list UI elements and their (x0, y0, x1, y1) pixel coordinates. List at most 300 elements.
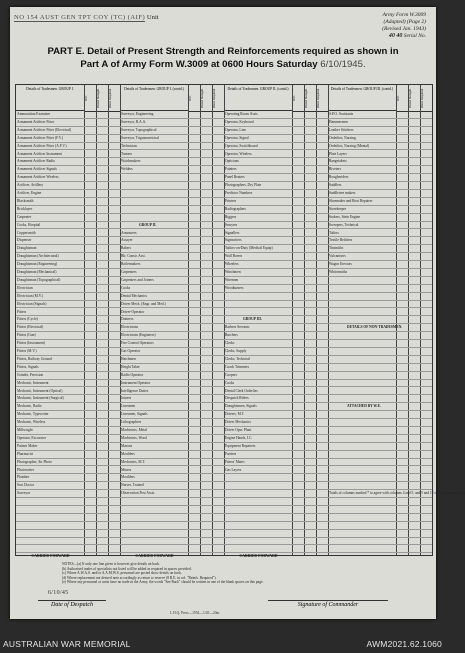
table-row (328, 538, 432, 546)
table-row (328, 127, 432, 135)
table-row (120, 419, 224, 427)
sub-heading: W.E. (188, 95, 192, 101)
table-row (224, 190, 328, 198)
table-row (328, 174, 432, 182)
row-label: Coopers (225, 372, 237, 377)
row-label: Electrician (Signals) (17, 301, 47, 306)
table-row (120, 277, 224, 285)
row-label: Carpenters (121, 270, 137, 274)
serial-label: Serial No. (403, 33, 426, 39)
row-label: Artificer, Artillery (17, 183, 44, 188)
table-row (120, 372, 224, 380)
note-line: NOTES—(a) If only one line given is however give details on back. (62, 562, 161, 566)
table-row (328, 222, 432, 230)
table-row (120, 348, 224, 356)
row-label: Photowriter (17, 467, 34, 472)
table-column-4 (328, 85, 465, 555)
row-label: Grinder, Precision (17, 372, 44, 377)
table-row (120, 538, 224, 546)
table-row (16, 340, 120, 348)
row-label: Armament Artificer Fitter (17, 119, 55, 124)
table-row (120, 301, 224, 309)
table-row (224, 506, 328, 514)
column-heading: Details of Tradesmen. GROUP I. (16, 85, 84, 111)
table-row (224, 490, 328, 498)
table-row (16, 419, 120, 427)
row-label: Rougheriders (329, 175, 349, 180)
table-row (120, 245, 224, 253)
table-row (16, 443, 120, 451)
sub-heading: W.E. (84, 95, 88, 101)
table-row (224, 158, 328, 166)
row-label: Hatchmen (121, 356, 136, 361)
row-label: Panel Beaters (225, 175, 245, 180)
row-label: Draughtsman (Engineering) (17, 262, 58, 267)
table-row (120, 364, 224, 372)
notes-block (62, 562, 402, 585)
table-row (120, 435, 224, 443)
row-label: Mechanic, Wireless (17, 420, 46, 425)
table-row (328, 269, 432, 277)
carried-forward-label (328, 553, 396, 561)
table-row (16, 166, 120, 174)
table-row (120, 269, 224, 277)
table-row (16, 403, 120, 411)
table-row (328, 419, 432, 427)
row-label: Surveyor, R.A.A. (121, 119, 147, 124)
row-label: Ammunition Examiner (17, 112, 51, 116)
table-row (328, 190, 432, 198)
row-label: Operator, Signal (225, 135, 249, 140)
row-label: Printers (225, 198, 237, 203)
row-label: Fitters (Electrical) (17, 325, 44, 330)
row-label: DETAILS OF NON-TRADESMEN. (347, 325, 403, 330)
table-row (328, 395, 432, 403)
table-row (16, 198, 120, 206)
tradesmen-table (15, 84, 465, 559)
row-label: Pharmacist (17, 451, 33, 456)
row-label: Riggers (225, 214, 237, 219)
table-row (224, 340, 328, 348)
table-row (224, 198, 328, 206)
row-label: Driver Mech. (Engr. and Med.) (121, 301, 166, 306)
table-row (120, 403, 224, 411)
table-row (120, 222, 224, 230)
row-label: Blr. Constr. Asst. (121, 254, 146, 259)
table-row (224, 522, 328, 530)
row-label: Dental Mechanics (121, 293, 148, 298)
sub-heading: Posted Strength. (96, 88, 100, 108)
table-row (16, 269, 120, 277)
row-label: Surveyor, Trigonometrical (121, 135, 159, 140)
row-label: Photographers, Dry Plate (225, 183, 262, 188)
row-label: Dispenser (17, 238, 32, 243)
table-row (328, 198, 432, 206)
signature-of-commander-label: Signature of Commander (268, 600, 388, 608)
row-label: Fitters, Signals (17, 364, 39, 369)
row-label: Mechanics, M.T. (121, 459, 146, 464)
row-label: GROUP II. (139, 222, 157, 227)
table-row (16, 237, 120, 245)
table-row (16, 324, 120, 332)
table-row (328, 546, 432, 554)
table-row (120, 467, 224, 475)
table-column-1 (16, 85, 120, 559)
table-row (328, 348, 432, 356)
row-label: Armourers (121, 230, 137, 235)
row-label: Woodturners (225, 285, 244, 290)
row-label: Clerks (225, 341, 235, 346)
table-row (328, 237, 432, 245)
table-row (120, 182, 224, 190)
table-row (120, 340, 224, 348)
table-row (120, 316, 224, 324)
table-row (328, 514, 432, 522)
row-label: Fitters (17, 309, 27, 314)
table-row (120, 285, 224, 293)
table-row (328, 506, 432, 514)
row-label: Armament Artificer Radio (17, 159, 55, 164)
row-label: Intelligence Duties (121, 388, 149, 393)
table-row (224, 222, 328, 230)
row-label: Wheelers (225, 262, 239, 267)
title-line-1: PART E. Detail of Present Strength and Reinforcements required as shown in (47, 46, 399, 57)
row-label: Operator, Switchboard (225, 143, 258, 148)
sub-heading: Posted Strength. (304, 88, 308, 108)
row-label: Driver-Operator (121, 309, 145, 314)
unit-label: Unit (146, 14, 159, 21)
table-row (120, 230, 224, 238)
row-label: Moulders (121, 451, 135, 456)
table-row (328, 135, 432, 143)
row-label: Photographer, Air Photo (17, 459, 52, 464)
sub-heading: W.E. (292, 95, 296, 101)
table-row (120, 111, 224, 119)
table-row (16, 190, 120, 198)
row-label: Leather Stitchers (329, 127, 354, 132)
date-of-despatch-label: Date of Despatch (38, 600, 106, 608)
table-row (328, 261, 432, 269)
table-row (16, 151, 120, 159)
row-label: Tailors-on-Duty (Medical Equip) (225, 246, 273, 251)
table-row (120, 174, 224, 182)
row-label: Sweepers, Technical (329, 222, 359, 227)
table-row (120, 411, 224, 419)
column-heading: Details of Tradesmen. GROUP III. (contd.) (328, 85, 396, 111)
table-row (16, 522, 120, 530)
row-label: Coppersmith (17, 230, 36, 235)
row-label: Linesmen, Signals (121, 412, 148, 417)
row-label: Joiners (121, 396, 132, 401)
title-date: 6/10/1945. (320, 59, 366, 70)
table-row (224, 427, 328, 435)
row-label: Fitters (Cycle) (17, 317, 38, 322)
row-label: Draughtsman (17, 246, 37, 251)
table-row (16, 514, 120, 522)
row-label: ATTACHED BY W.E. (347, 404, 381, 409)
table-row (16, 111, 120, 119)
table-row (328, 435, 432, 443)
table-row (328, 522, 432, 530)
table-row (224, 530, 328, 538)
table-row (224, 435, 328, 443)
row-label: Armament Artificer Fitter (F.V.) (17, 135, 64, 140)
table-row (16, 388, 120, 396)
row-label: Sawyers (225, 222, 238, 227)
serial-value: 40 40 (388, 33, 403, 39)
note-line: (e) Where any personnel or units have no trade in the Army, the words "See Back" should be written in one of the blank spaces on this page. (62, 580, 264, 585)
table-row (224, 230, 328, 238)
table-row (16, 530, 120, 538)
row-label: Armament Artificer Fitter (Electrical) (17, 127, 72, 132)
table-row (120, 198, 224, 206)
table-row (16, 301, 120, 309)
table-row (120, 482, 224, 490)
table-row (328, 498, 432, 506)
form-name: Army Form W.3009 (382, 12, 426, 18)
row-label: Despatch Riders (225, 396, 249, 401)
table-row (328, 285, 432, 293)
form-revised: (Revised Jan. 1943) (382, 26, 426, 32)
row-label: Moulders (121, 475, 135, 480)
table-row (120, 151, 224, 159)
table-row (224, 474, 328, 482)
table-row (16, 490, 120, 498)
table-row (120, 293, 224, 301)
sub-heading: Posted Strength. (408, 88, 412, 108)
printer-imprint: L.H.Q. Press—1954—1/45—20m. (170, 611, 221, 615)
table-row (120, 166, 224, 174)
table-row (328, 230, 432, 238)
row-label: Carpenters and Joiners (121, 277, 154, 282)
row-label: Gas Operator (121, 349, 141, 353)
table-row (16, 482, 120, 490)
row-label: Carpenter (17, 214, 32, 219)
table-row (328, 459, 432, 467)
table-row (224, 443, 328, 451)
table-row (16, 498, 120, 506)
table-row (120, 332, 224, 340)
sub-heading: Posted Strength. (200, 88, 204, 108)
row-label: Draughtsmen, Signals (225, 404, 257, 409)
table-row (328, 277, 432, 285)
table-row (328, 206, 432, 214)
form-adapted: (Adapted) (Page 2) (383, 19, 426, 25)
row-label: Wiremen (225, 277, 239, 282)
table-row (328, 474, 432, 482)
table-row (224, 245, 328, 253)
table-row (328, 143, 432, 151)
row-label: Mechanic, Radio (17, 404, 42, 409)
column-heading: Details of Tradesmen. GROUP I. (contd.) (120, 85, 188, 111)
table-row (224, 482, 328, 490)
row-label: Armament Artificer Signals (17, 167, 57, 172)
table-row (16, 459, 120, 467)
table-row (120, 514, 224, 522)
table-row (16, 127, 120, 135)
table-row (16, 474, 120, 482)
table-row (224, 332, 328, 340)
row-label: Stokers, Stein Engine (329, 214, 361, 219)
row-label: Draughtsman (Architectural) (17, 254, 59, 259)
table-row (16, 380, 120, 388)
table-row (16, 261, 120, 269)
column-heading: Details of Tradesmen. GROUP II. (contd.) (224, 85, 292, 111)
table-row (16, 158, 120, 166)
row-label: Farriers (225, 451, 237, 456)
row-label: Mechanic, Instrument (17, 380, 49, 385)
row-label: Textile Refitters (329, 238, 353, 243)
note-line: (c) Where A.W.A.S. and/or A.A.M.W.S. personnel are posted show details on back. (62, 571, 182, 576)
table-row (224, 269, 328, 277)
table-row (224, 261, 328, 269)
row-label: Wagon Erectors (329, 262, 352, 267)
row-label: Orderlies, Nursing (329, 135, 356, 140)
row-label: Painters (225, 167, 237, 172)
table-row (16, 206, 120, 214)
table-row (16, 364, 120, 372)
table-row (328, 490, 465, 498)
table-row (16, 546, 120, 554)
table-row (328, 111, 432, 119)
table-row (120, 261, 224, 269)
table-row (16, 348, 120, 356)
page-title (26, 45, 420, 71)
table-row (224, 546, 328, 554)
row-label: Electrician (M.V.) (17, 293, 43, 298)
row-label: Fitters (M.V.) (17, 349, 37, 353)
table-row (224, 285, 328, 293)
table-row (328, 427, 432, 435)
unit-line (14, 14, 244, 21)
table-row (224, 182, 328, 190)
table-row (120, 388, 224, 396)
table-row (224, 135, 328, 143)
sub-heading: Reinf. Required. (108, 88, 112, 108)
row-label: Bricklayer (17, 206, 33, 211)
table-row (16, 214, 120, 222)
table-row (16, 435, 120, 443)
row-label: Fitters' Mates (225, 459, 245, 464)
table-row (120, 324, 224, 332)
row-label: Mechanic, Typewriter (17, 412, 49, 417)
table-row (120, 506, 224, 514)
row-label: Whitesmiths (329, 270, 348, 274)
table-row (120, 443, 224, 451)
archive-label: AUSTRALIAN WAR MEMORIAL (3, 639, 131, 649)
row-label: Linesmen (121, 404, 136, 409)
table-row (120, 190, 224, 198)
row-label: Engine Hands, I.C. (225, 435, 253, 440)
row-label: Vulcanisers (329, 254, 346, 259)
table-row (224, 419, 328, 427)
row-label: Fitters (Instrument) (17, 341, 46, 346)
row-label: Clerks, Supply (225, 349, 247, 353)
row-label: Saddletree makers (329, 191, 356, 195)
table-row (328, 372, 432, 380)
row-label: Draughtsman (Topographical) (17, 277, 61, 282)
row-label: Welders (121, 167, 133, 172)
table-row (328, 443, 432, 451)
row-label: Observation Post Assts. (121, 491, 156, 496)
table-row (328, 403, 432, 411)
table-row (224, 451, 328, 459)
table-row (224, 403, 328, 411)
table-row (16, 293, 120, 301)
table-row (328, 364, 432, 372)
table-row (120, 380, 224, 388)
carried-forward-label: CARRIED FORWARD (239, 554, 278, 559)
row-label: Shoemaker and Boot Repairer (329, 198, 373, 203)
serial-number (382, 33, 426, 40)
table-row (328, 214, 432, 222)
row-label: Nurses, Trained (121, 483, 144, 488)
row-label: Electricians (121, 325, 138, 330)
table-row (16, 411, 120, 419)
table-row (16, 356, 120, 364)
table-row (120, 474, 224, 482)
table-row (16, 285, 120, 293)
row-label: Plate Layers (329, 151, 347, 156)
row-label: Cooks (121, 285, 131, 290)
row-label: Tailors (329, 230, 339, 235)
table-row (328, 166, 432, 174)
table-row (224, 174, 328, 182)
table-row (224, 356, 328, 364)
row-label: Drainers (121, 317, 134, 322)
table-row (16, 395, 120, 403)
table-row (328, 253, 432, 261)
table-row (120, 522, 224, 530)
table-row (120, 127, 224, 135)
row-label: Cooks (225, 380, 235, 385)
table-row (224, 293, 328, 301)
table-row (120, 395, 224, 403)
table-row (328, 293, 432, 301)
row-label: Instrument Operator (121, 380, 151, 385)
row-label: Blacksmith (17, 198, 34, 203)
row-label: Saddlers (329, 183, 342, 188)
row-label: Artificer, Engine (17, 191, 42, 195)
table-row (328, 119, 432, 127)
table-row (224, 301, 328, 309)
table-row (16, 277, 120, 285)
table-row (120, 356, 224, 364)
table-row (16, 372, 120, 380)
table-row (224, 380, 328, 388)
table-row (328, 316, 432, 324)
table-row (328, 451, 432, 459)
table-row (120, 451, 224, 459)
carried-forward-label: CARRIED FORWARD (135, 554, 174, 559)
row-label: Armament Artificer Wireless (17, 175, 59, 180)
table-row (224, 277, 328, 285)
form-reference (382, 12, 426, 40)
table-row (120, 237, 224, 245)
table-row (224, 206, 328, 214)
row-label: Machinists, Metal (121, 428, 147, 432)
table-row (328, 482, 432, 490)
table-row (224, 143, 328, 151)
row-label: Surveyor, Engineering (121, 112, 154, 116)
table-column-3 (224, 85, 328, 559)
row-label: Saw Doctor (17, 483, 35, 488)
table-row (224, 324, 328, 332)
table-row (224, 309, 328, 317)
row-label: Plumber (17, 475, 30, 480)
table-row (224, 348, 328, 356)
table-row (16, 174, 120, 182)
